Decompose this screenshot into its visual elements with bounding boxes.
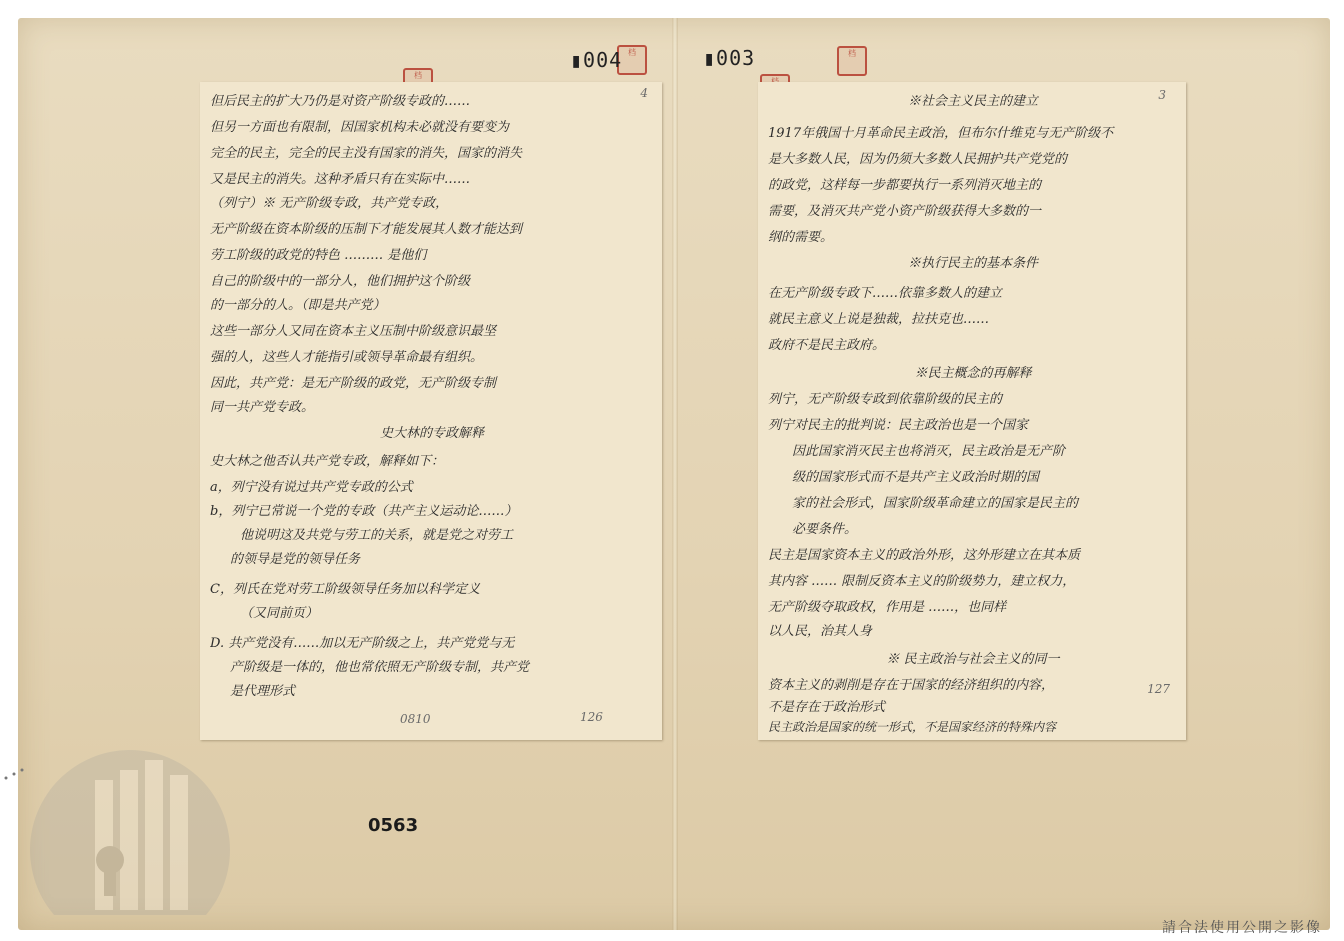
note-line: b，列宁已常说一个党的专政（共产主义运动论……） — [210, 504, 518, 519]
note-line: 这些一部分人又同在资本主义压制中阶级意识最坚 — [210, 324, 497, 339]
note-line: 他说明这及共党与劳工的关系，就是党之对劳工 — [240, 528, 514, 543]
note-line: 是代理形式 — [230, 684, 296, 699]
note-line: 资本主义的剥削是存在于国家的经济组织的内容， — [768, 678, 1055, 693]
note-heading: 史大林的专政解释 — [379, 426, 484, 441]
note-line: 政府不是民主政府。 — [768, 338, 886, 353]
note-line: C，列氏在党对劳工阶级领导任务加以科学定义 — [210, 582, 480, 597]
red-seal-right-top: 档 — [837, 46, 867, 76]
note-line: 史大林之他否认共产党专政，解释如下： — [210, 454, 445, 469]
note-heading: ※民主概念的再解释 — [914, 366, 1032, 381]
right-handwritten-note — [758, 82, 1186, 740]
note-heading: ※社会主义民主的建立 — [907, 94, 1038, 109]
note-line: 家的社会形式，国家阶级革命建立的国家是民主的 — [792, 496, 1079, 511]
note-line: 因此国家消灭民主也将消灭，民主政治是无产阶 — [792, 444, 1066, 459]
note-heading: ※ 民主政治与社会主义的同一 — [886, 652, 1060, 667]
note-line: 列宁对民主的批判说：民主政治也是一个国家 — [768, 418, 1029, 433]
note-line: 无产阶级夺取政权，作用是 ……，也同样 — [768, 600, 1007, 615]
note-line: 因此，共产党：是无产阶级的政党，无产阶级专制 — [210, 376, 497, 391]
note-line: 其内容 …… 限制反资本主义的阶级势力，建立权力， — [768, 574, 1076, 589]
note-line: 同一共产党专政。 — [210, 400, 315, 415]
note-line: （列宁）※ 无产阶级专政，共产党专政， — [210, 196, 449, 211]
archive-number: 0563 — [368, 815, 419, 836]
note-line: 需要，及消灭共产党小资产阶级获得大多数的一 — [768, 204, 1042, 219]
note-line: 就民主意义上说是独裁，拉扶克也…… — [768, 312, 990, 327]
note-line: 完全的民主，完全的民主没有国家的消失，国家的消失 — [210, 146, 523, 161]
note-line: 民主是国家资本主义的政治外形，这外形建立在其本质 — [768, 548, 1081, 563]
note-line: 又是民主的消失。这种矛盾只有在实际中…… — [210, 172, 471, 187]
note-line: 自己的阶级中的一部分人，他们拥护这个阶级 — [210, 274, 471, 289]
right-note-footer-page: 127 — [1147, 682, 1170, 696]
note-line: 纲的需要。 — [768, 230, 834, 245]
note-line: D. 共产党没有……加以无产阶级之上，共产党党与无 — [210, 636, 515, 651]
note-line: 强的人，这些人才能指引或领导革命最有组织。 — [210, 350, 484, 365]
note-line: 的领导是党的领导任务 — [230, 552, 361, 567]
stamp-number-left: ▮004 — [570, 48, 623, 72]
note-line: 以人民，治其人身 — [768, 624, 873, 639]
note-line: 民主政治是国家的统一形式，不是国家经济的特殊内容 — [768, 720, 1057, 734]
left-handwritten-note — [200, 82, 662, 740]
archive-logo-icon — [10, 740, 250, 915]
note-line: 在无产阶级专政下……依靠多数人的建立 — [768, 286, 1003, 301]
note-line: 是大多数人民，因为仍须大多数人民拥护共产党党的 — [768, 152, 1068, 167]
usage-watermark: 請合法使用公開之影像 — [1162, 920, 1322, 936]
right-note-corner-mark: 3 — [1158, 88, 1166, 102]
note-line: 产阶级是一体的，他也常依照无产阶级专制，共产党 — [230, 660, 530, 675]
note-line: 必要条件。 — [792, 522, 858, 537]
note-line: 无产阶级在资本阶级的压制下才能发展其人数才能达到 — [210, 222, 523, 237]
note-line: 不是存在于政治形式 — [768, 700, 886, 715]
red-seal-left-outer: 档 — [403, 68, 433, 98]
note-line: 级的国家形式而不是共产主义政治时期的国 — [792, 470, 1040, 485]
page-fold — [672, 18, 678, 930]
left-note-corner-mark: 4 — [640, 86, 648, 100]
note-line: 列宁，无产阶级专政到依靠阶级的民主的 — [768, 392, 1003, 407]
left-note-footer-number: 0810 — [400, 712, 431, 726]
note-line: 但后民主的扩大乃仍是对资产阶级专政的…… — [210, 94, 471, 109]
note-line: 的政党，这样每一步都要执行一系列消灭地主的 — [768, 178, 1042, 193]
note-line: 但另一方面也有限制，因国家机构未必就没有要变为 — [210, 120, 510, 135]
edge-dots-icon — [2, 760, 42, 790]
note-line: 1917年俄国十月革命民主政治，但布尔什维克与无产阶级不 — [768, 126, 1114, 141]
red-seal-left-top: 档 — [617, 45, 647, 75]
note-line: 劳工阶级的政党的特色 ……… 是他们 — [210, 248, 427, 263]
note-line: （又同前页） — [240, 606, 319, 621]
note-heading: ※执行民主的基本条件 — [907, 256, 1038, 271]
stamp-number-right: ▮003 — [703, 46, 756, 70]
left-note-footer-page: 126 — [580, 710, 603, 724]
note-line: a，列宁没有说过共产党专政的公式 — [210, 480, 413, 495]
note-line: 的一部分的人。（即是共产党） — [210, 298, 386, 313]
